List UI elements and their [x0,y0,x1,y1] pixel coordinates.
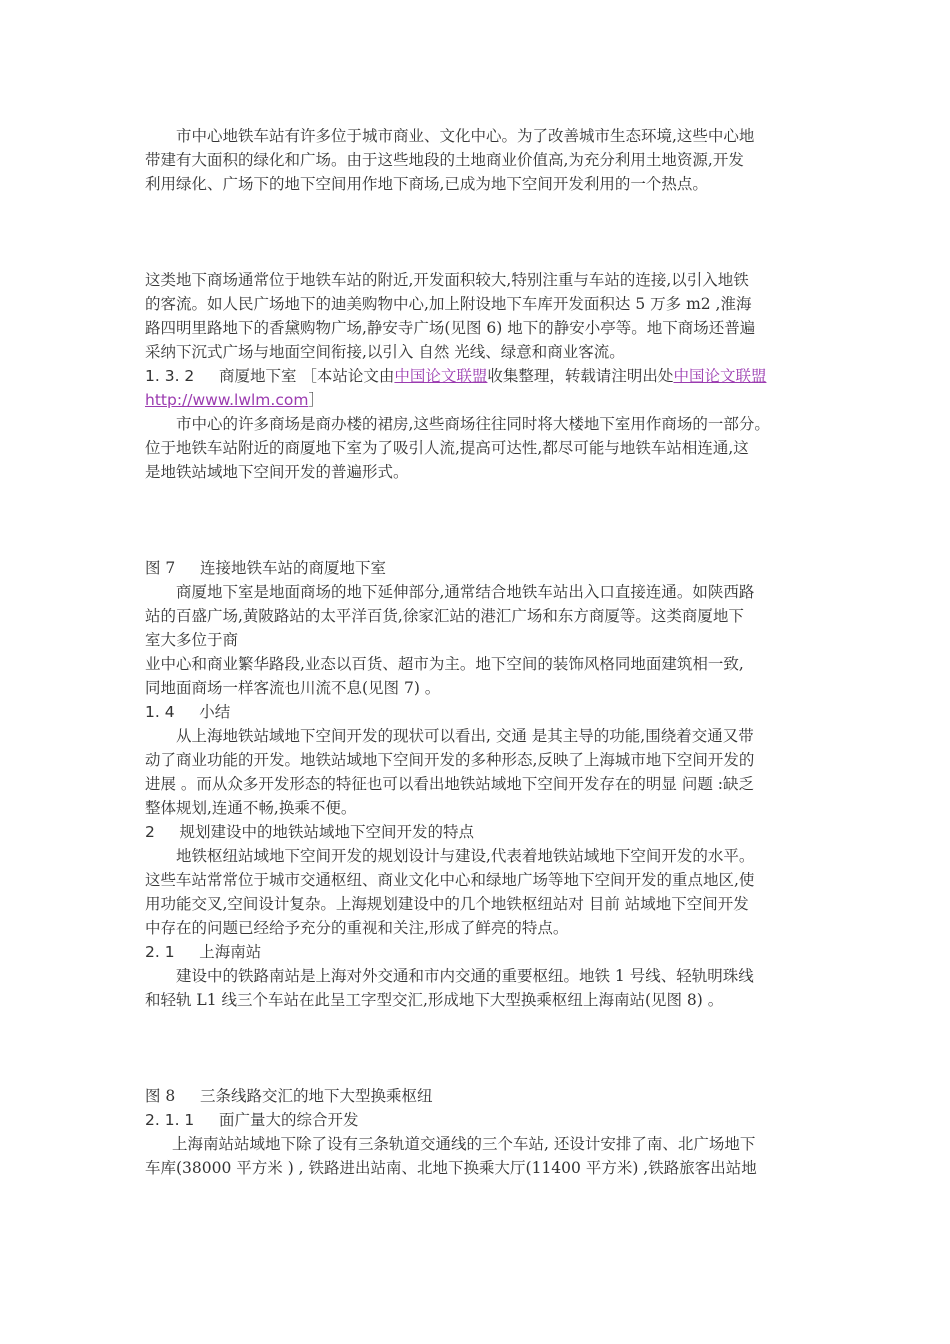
figure-8-caption [145,1084,810,1108]
text-line: 的客流。如人民广场地下的迪美购物中心,加上附设地下车库开发面积达 5 万多 m2 ,淮海 [145,295,752,313]
text-line: 地铁枢纽站域地下空间开发的规划设计与建设,代表着地铁站域地下空间开发的水平。 [176,847,755,865]
section-heading-2 [145,820,810,844]
source-note-suffix: ］ [308,391,324,409]
source-url-line [145,388,810,412]
paragraph-2 [145,268,810,364]
text-line: 上海南站站域地下除了设有三条轨道交通线的三个车站, 还设计安排了南、北广场地下 [172,1135,756,1153]
section-title: 商厦地下室 [218,367,297,385]
text-line: 和轻轨 L1 线三个车站在此呈工字型交汇,形成地下大型换乘枢纽上海南站(见图 8) 。 [145,991,724,1009]
text-line: 车库(38000 平方米 ) , 铁路进出站南、北地下换乘大厅(11400 平方米) ,铁路旅客出站地 [145,1159,757,1177]
source-link-1[interactable]: 中国论文联盟 [394,367,488,385]
section-title: 面广量大的综合开发 [218,1111,359,1129]
text-line: 业中心和商业繁华路段,业态以百货、超市为主。地下空间的装饰风格同地面建筑相一致, [145,655,744,673]
text-line: 是地铁站域地下空间开发的普遍形式。 [145,463,409,481]
paragraph-4 [145,580,810,700]
paragraph-5 [145,724,810,820]
figure-number: 图 7 [145,559,176,577]
text-line: 市中心的许多商场是商办楼的裙房,这些商场往往同时将大楼地下室用作商场的一部分。 [176,415,770,433]
text-line: 进展 。而从众多开发形态的特征也可以看出地铁站域地下空间开发存在的明显 问题 :缺乏 [145,775,755,793]
text-line: 市中心地铁车站有许多位于城市商业、文化中心。为了改善城市生态环境,这些中心地 [176,127,755,145]
blank-space [145,1012,810,1084]
text-line: 同地面商场一样客流也川流不息(见图 7) 。 [145,679,441,697]
source-note-prefix: ［本站论文由 [301,367,395,385]
section-title: 上海南站 [199,943,262,961]
text-line: 这类地下商场通常位于地铁车站的附近,开发面积较大,特别注重与车站的连接,以引入地铁 [145,271,749,289]
text-line: 路四明里路地下的香黛购物广场,静安寺广场(见图 6) 地下的静安小亭等。地下商场还普遍 [145,319,756,337]
text-line: 整体规划,连通不畅,换乘不便。 [145,799,357,817]
section-number: 1. 4 [145,703,175,721]
text-line: 站的百盛广场,黄陂路站的太平洋百货,徐家汇站的港汇广场和东方商厦等。这类商厦地下 [145,607,744,625]
figure-caption-text: 连接地铁车站的商厦地下室 [199,559,386,577]
text-line: 这些车站常常位于城市交通枢纽、商业文化中心和绿地广场等地下空间开发的重点地区,使 [145,871,755,889]
text-line: 建设中的铁路南站是上海对外交通和市内交通的重要枢纽。地铁 1 号线、轻轨明珠线 [176,967,754,985]
section-heading-2-1-1 [145,1108,810,1132]
text-line: 动了商业功能的开发。地铁站域地下空间开发的多种形态,反映了上海城市地下空间开发的 [145,751,755,769]
text-line: 采纳下沉式广场与地面空间衔接,以引入 自然 光线、绿意和商业客流。 [145,343,625,361]
figure-number: 图 8 [145,1087,176,1105]
figure-7-caption [145,556,810,580]
section-heading-2-1 [145,940,810,964]
figure-caption-text: 三条线路交汇的地下大型换乘枢纽 [199,1087,433,1105]
section-heading-1-3-2 [145,364,810,388]
text-line: 带建有大面积的绿化和广场。由于这些地段的土地商业价值高,为充分利用土地资源,开发 [145,151,744,169]
source-link-2[interactable]: 中国论文联盟 [673,367,767,385]
text-line: 商厦地下室是地面商场的地下延伸部分,通常结合地铁车站出入口直接连通。如陕西路 [176,583,755,601]
text-line: 中存在的问题已经给予充分的重视和关注,形成了鲜亮的特点。 [145,919,569,937]
paragraph-6 [145,844,810,940]
document-body [145,124,810,1180]
text-line: 从上海地铁站域地下空间开发的现状可以看出, 交通 是其主导的功能,围绕着交通又带 [176,727,754,745]
paragraph-3 [145,412,810,484]
section-heading-1-4 [145,700,810,724]
section-number: 2. 1 [145,943,175,961]
section-number: 2 [145,823,155,841]
blank-space [145,484,810,556]
text-line: 用功能交叉,空间设计复杂。上海规划建设中的几个地铁枢纽站对 目前 站域地下空间开发 [145,895,749,913]
source-note-mid: 收集整理，转载请注明出处 [487,367,674,385]
section-title: 规划建设中的地铁站域地下空间开发的特点 [179,823,475,841]
section-number: 2. 1. 1 [145,1111,195,1129]
paragraph-7 [145,964,810,1012]
section-number: 1. 3. 2 [145,367,195,385]
blank-space [145,196,810,268]
source-url-link[interactable]: http://www.lwlm.com [145,391,309,409]
text-line: 利用绿化、广场下的地下空间用作地下商场,已成为地下空间开发利用的一个热点。 [145,175,708,193]
text-line: 位于地铁车站附近的商厦地下室为了吸引人流,提高可达性,都尽可能与地铁车站相连通,这 [145,439,749,457]
text-line: 室大多位于商 [145,631,239,649]
paragraph-8 [145,1132,810,1180]
section-title: 小结 [199,703,231,721]
paragraph-1 [145,124,810,196]
